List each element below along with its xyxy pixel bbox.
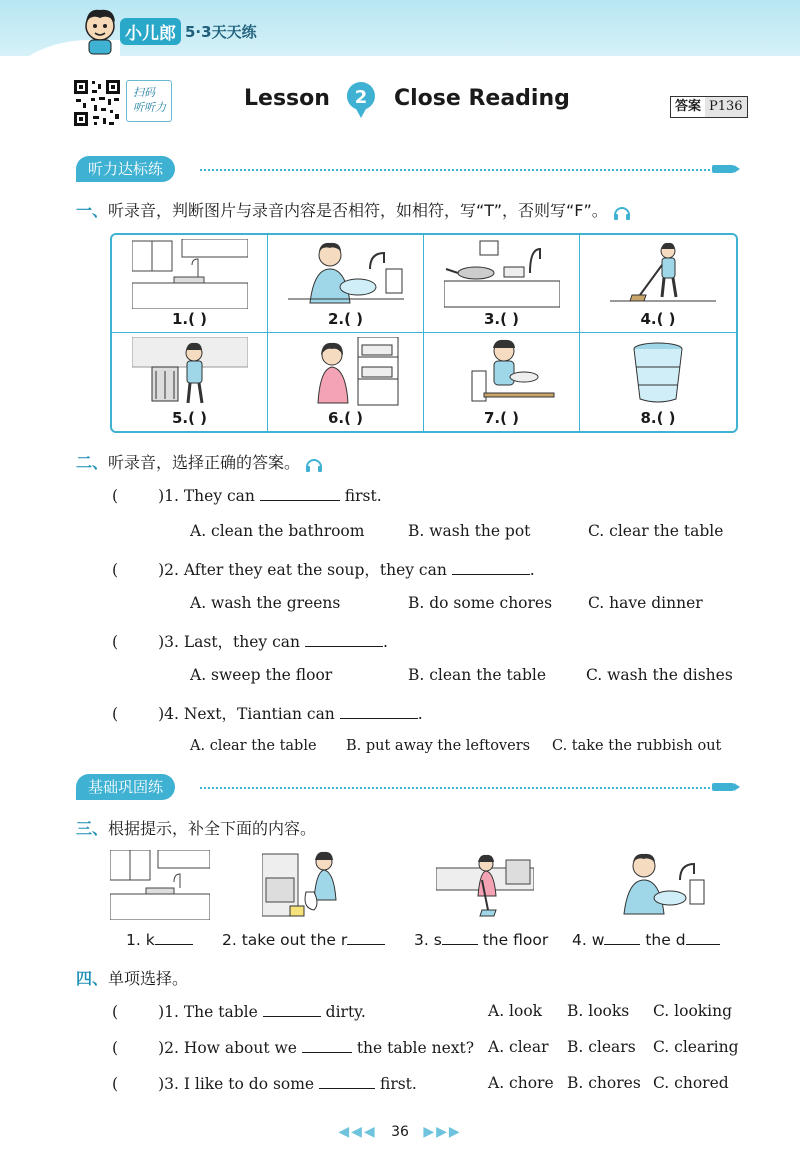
- question-3-number: 三、: [76, 819, 109, 838]
- option-b[interactable]: B. wash the pot: [408, 522, 531, 540]
- boy-washing-dishes-picture: [606, 850, 706, 920]
- answer-paren: (: [112, 1003, 119, 1021]
- answer-paren: (: [112, 1039, 119, 1057]
- blank[interactable]: [260, 486, 340, 501]
- headphone-icon[interactable]: [305, 456, 323, 472]
- qr-code-icon[interactable]: [72, 78, 122, 128]
- answer-page: P136: [705, 97, 747, 117]
- option-a[interactable]: A. clean the bathroom: [190, 522, 365, 540]
- arrows-right-icon: ▶▶▶: [423, 1124, 462, 1140]
- question-stem-end: dirty.: [325, 1003, 366, 1021]
- option-a[interactable]: A. clear: [488, 1038, 549, 1056]
- blank[interactable]: [155, 930, 193, 945]
- picture-cell-3: [424, 235, 580, 333]
- picture-label-2[interactable]: 2.( ): [327, 310, 364, 328]
- blank[interactable]: [305, 632, 383, 647]
- fill-prefix: 3. s: [414, 931, 442, 949]
- girl-sweeping-picture: [436, 850, 534, 920]
- fill-prefix: 4. w: [572, 931, 605, 949]
- page-footer: [0, 1124, 800, 1140]
- girl-putting-away-dishes-picture: [288, 337, 404, 407]
- option-a[interactable]: A. sweep the floor: [190, 666, 333, 684]
- option-a[interactable]: A. chore: [488, 1074, 554, 1092]
- question-stem: )2. After they eat the soup，they can: [158, 561, 447, 579]
- question-stem-end: first.: [379, 1075, 417, 1093]
- option-a[interactable]: A. wash the greens: [190, 594, 341, 612]
- answer-paren: (: [112, 633, 119, 651]
- fill-suffix: the d: [645, 931, 686, 949]
- messy-kitchen-picture: [444, 239, 560, 309]
- section-title-listening: 听力达标练: [76, 156, 175, 182]
- section-title-basics: 基础巩固练: [76, 774, 175, 800]
- picture-cell-8: [580, 333, 736, 431]
- picture-label-5[interactable]: 5.( ): [171, 409, 208, 427]
- question-3-heading: [76, 816, 316, 839]
- listening-question-2: [112, 558, 535, 580]
- option-a[interactable]: A. look: [488, 1002, 543, 1020]
- picture-cell-1: [112, 235, 268, 333]
- question-1-text: 听录音，判断图片与录音内容是否相符，如相符，写“T”，否则写“F”。: [108, 201, 608, 220]
- lesson-number: 2: [354, 87, 368, 108]
- answer-paren: (: [112, 705, 119, 723]
- answer-paren: (: [112, 1075, 119, 1093]
- blank[interactable]: [442, 930, 478, 945]
- fill-item-3: [414, 930, 548, 949]
- question-stem: )3. Last，they can: [158, 633, 301, 651]
- blank[interactable]: [604, 930, 640, 945]
- listening-question-4: [112, 702, 423, 724]
- question-stem-end: first.: [344, 487, 382, 505]
- scan-line-2: 听听力: [133, 101, 166, 114]
- question-3-text: 根据提示，补全下面的内容。: [108, 819, 317, 838]
- blank[interactable]: [319, 1074, 375, 1089]
- picture-grid: [110, 233, 738, 433]
- question-2-heading: [76, 450, 323, 473]
- fill-item-4: [572, 930, 720, 949]
- picture-label-8[interactable]: 8.( ): [640, 409, 676, 427]
- picture-cell-5: [112, 333, 268, 431]
- choice-question-2: [112, 1038, 474, 1057]
- option-c[interactable]: C. clear the table: [588, 522, 724, 540]
- question-stem: )1. The table: [158, 1003, 258, 1021]
- pencil-icon: [712, 783, 734, 791]
- question-4-heading: [76, 966, 188, 989]
- picture-cell-6: [268, 333, 424, 431]
- question-stem-end: .: [417, 705, 423, 723]
- option-b[interactable]: B. looks: [567, 1002, 630, 1020]
- option-c[interactable]: C. wash the dishes: [586, 666, 733, 684]
- picture-label-1[interactable]: 1.( ): [171, 310, 208, 328]
- answer-label: 答案: [671, 97, 705, 117]
- fill-item-2: [222, 930, 385, 949]
- blank[interactable]: [347, 930, 385, 945]
- boy-washing-dishes-picture: [288, 239, 404, 309]
- section-divider: [200, 787, 710, 789]
- bucket-of-water-picture: [600, 337, 716, 407]
- picture-cell-2: [268, 235, 424, 333]
- blank[interactable]: [340, 704, 418, 719]
- listening-question-3: [112, 630, 388, 652]
- clean-kitchen-picture: [132, 239, 248, 309]
- picture-label-6[interactable]: 6.( ): [327, 409, 364, 427]
- question-stem-end: .: [382, 633, 388, 651]
- girl-taking-out-rubbish-picture: [262, 848, 352, 920]
- boy-sweeping-picture: [600, 239, 716, 309]
- option-a[interactable]: A. clear the table: [190, 738, 317, 754]
- picture-cell-4: [580, 235, 736, 333]
- section-divider: [200, 169, 710, 171]
- option-c[interactable]: C. have dinner: [588, 594, 703, 612]
- scan-to-listen-badge: [126, 80, 172, 122]
- option-b[interactable]: B. chores: [567, 1074, 641, 1092]
- option-b[interactable]: B. put away the leftovers: [346, 738, 531, 754]
- page-number: 36: [391, 1124, 409, 1140]
- brand: [120, 18, 257, 44]
- blank[interactable]: [686, 930, 720, 945]
- blank[interactable]: [263, 1002, 321, 1017]
- option-b[interactable]: B. do some chores: [408, 594, 553, 612]
- headphone-icon[interactable]: [613, 204, 631, 220]
- fill-prefix: 2. take out the r: [222, 931, 348, 949]
- lesson-number-badge: [345, 80, 377, 120]
- option-c[interactable]: C. take the rubbish out: [552, 738, 722, 754]
- question-stem: )4. Next，Tiantian can: [158, 705, 335, 723]
- picture-label-7[interactable]: 7.( ): [483, 409, 520, 427]
- fill-suffix: the floor: [482, 931, 549, 949]
- lesson-title: Close Reading: [394, 86, 570, 111]
- kitchen-picture: [110, 850, 210, 920]
- answer-paren: (: [112, 561, 119, 579]
- fill-item-1: [126, 930, 193, 949]
- question-4-number: 四、: [76, 969, 109, 988]
- lesson-word: Lesson: [244, 86, 330, 111]
- question-1-number: 一、: [76, 201, 109, 220]
- question-4-text: 单项选择。: [108, 969, 189, 988]
- fill-prefix: 1. k: [126, 931, 155, 949]
- brand-logo: 小儿郎: [120, 18, 181, 45]
- option-c[interactable]: C. clearing: [653, 1038, 739, 1056]
- brand-text: 5·3天天练: [185, 22, 257, 41]
- option-c[interactable]: C. chored: [653, 1074, 729, 1092]
- arrows-left-icon: ◀◀◀: [338, 1124, 377, 1140]
- blank[interactable]: [452, 560, 530, 575]
- question-1-heading: [76, 198, 631, 221]
- blank[interactable]: [302, 1038, 352, 1053]
- boy-mascot-icon: [78, 6, 122, 56]
- answer-paren: (: [112, 487, 119, 505]
- picture-label-4[interactable]: 4.( ): [640, 310, 676, 328]
- choice-question-1: [112, 1002, 366, 1021]
- choice-question-3: [112, 1074, 417, 1093]
- question-2-number: 二、: [76, 453, 109, 472]
- option-b[interactable]: B. clean the table: [408, 666, 547, 684]
- picture-label-3[interactable]: 3.( ): [483, 310, 520, 328]
- answer-reference: [670, 96, 748, 118]
- pencil-icon: [712, 165, 734, 173]
- scan-line-1: 扫码: [133, 86, 155, 99]
- boy-taking-out-rubbish-picture: [132, 337, 248, 407]
- picture-cell-7: [424, 333, 580, 431]
- pencil-tip-icon: [734, 165, 740, 173]
- question-stem: )1. They can: [158, 487, 255, 505]
- option-c[interactable]: C. looking: [653, 1002, 733, 1020]
- pencil-tip-icon: [734, 783, 740, 791]
- option-b[interactable]: B. clears: [567, 1038, 636, 1056]
- question-stem-end: .: [529, 561, 535, 579]
- question-stem: )3. I like to do some: [158, 1075, 315, 1093]
- boy-clearing-table-picture: [444, 337, 560, 407]
- question-2-text: 听录音，选择正确的答案。: [108, 453, 301, 472]
- question-stem-end: the table next?: [356, 1039, 475, 1057]
- listening-question-1: [112, 486, 382, 505]
- question-stem: )2. How about we: [158, 1039, 297, 1057]
